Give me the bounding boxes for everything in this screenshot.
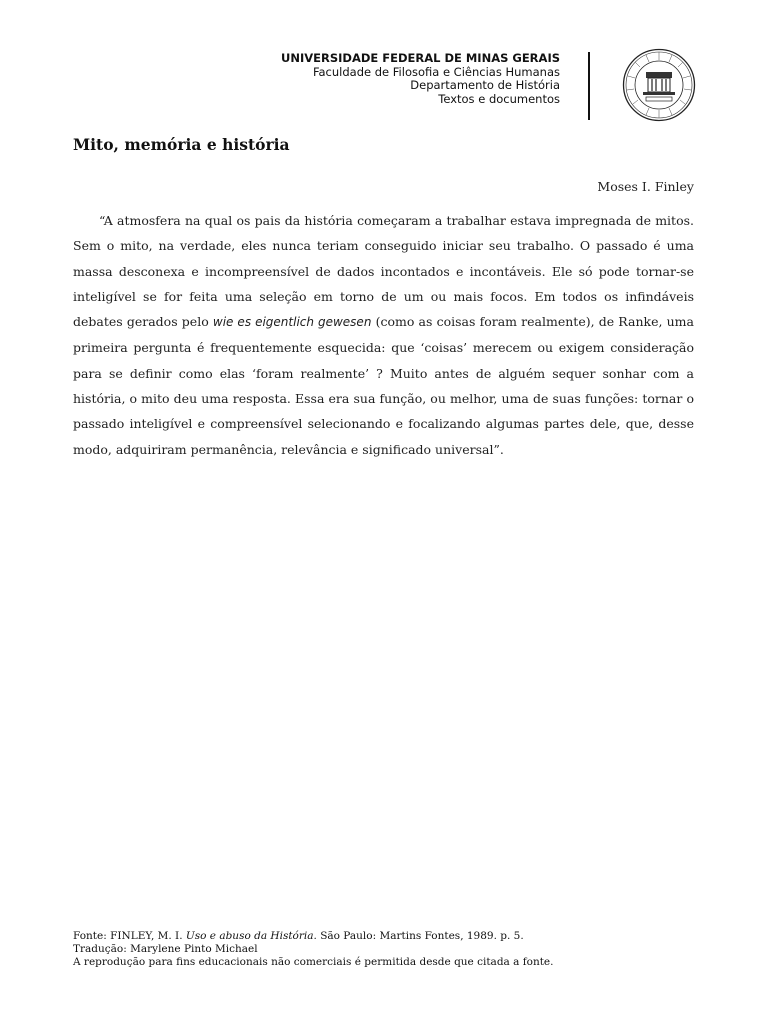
translation-credit: Tradução: Marylene Pinto Michael bbox=[73, 943, 258, 956]
document-title: Mito, memória e história bbox=[73, 135, 290, 154]
university-name: UNIVERSIDADE FEDERAL DE MINAS GERAIS bbox=[280, 51, 560, 65]
source-book-title: Uso e abuso da História bbox=[185, 930, 314, 942]
quote-text-part1: “A atmosfera na qual os pais da história começaram a trabalhar estava impregnada de mitos. Sem o mito, na verdade, eles nunca teriam conseguido iniciar seu trabalho. O passado é uma massa desconexa e incompreensível de dados incontados e incontáveis. Ele só pode tornar-se inteligível se for feita uma seleção em torno de um ou mais focos. Em todos os infindáveis debates gerados pelo bbox=[73, 213, 694, 330]
footer-notes bbox=[73, 930, 693, 970]
quote-italic-phrase: wie es eigentlich gewesen bbox=[212, 315, 372, 330]
faculty-name: Faculdade de Filosofia e Ciências Humanas bbox=[312, 64, 560, 79]
quote-text-part2: (como as coisas foram realmente), de Ranke, uma primeira pergunta é frequentemente esquecida: que ‘coisas’ merecem ou exigem consideração para se definir como elas ‘foram realmente’ ? Muito antes de alguém sequer sonhar com a história, o mito deu uma resposta. Essa era sua função, ou melhor, uma de suas funções: tornar o passado inteligível e compreensível selecionando e focalizando algumas partes dele, que, desse modo, adquiriram permanência, relevância e significado universal”. bbox=[73, 314, 694, 457]
source-citation bbox=[73, 930, 693, 943]
institution-header bbox=[140, 52, 560, 106]
department-name: Departamento de História bbox=[410, 78, 560, 92]
quote-paragraph bbox=[73, 208, 694, 462]
header-divider bbox=[588, 52, 590, 120]
source-suffix: . São Paulo: Martins Fontes, 1989. p. 5. bbox=[313, 930, 524, 942]
author-name: Moses I. Finley bbox=[597, 179, 694, 194]
reproduction-notice: A reprodução para fins educacionais não comerciais é permitida desde que citada a fonte. bbox=[73, 956, 554, 969]
ufmg-seal-icon bbox=[622, 48, 696, 122]
source-prefix: Fonte: FINLEY, M. I. bbox=[73, 930, 186, 942]
series-name: Textos e documentos bbox=[438, 91, 560, 106]
